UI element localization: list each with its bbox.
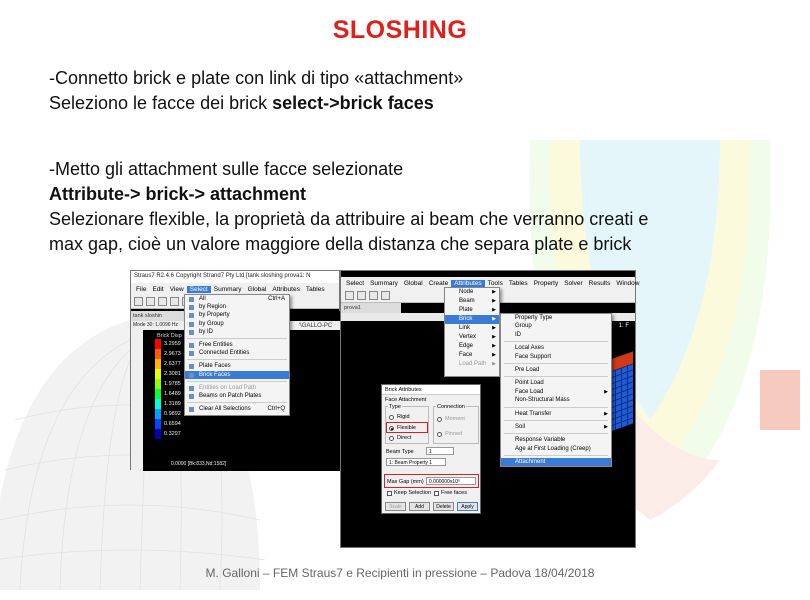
- attributes-menu: [444, 287, 500, 377]
- beam-type-input[interactable]: 1: [426, 447, 454, 455]
- submenu-arrow-icon: ▶: [492, 343, 496, 349]
- flexible-highlight: [386, 422, 428, 433]
- print-icon[interactable]: [170, 297, 179, 306]
- brick-menu-item[interactable]: [501, 344, 611, 352]
- menu-tables[interactable]: Tables: [305, 285, 325, 293]
- attributes-menu-item[interactable]: [445, 288, 499, 297]
- rigid-label: Rigid: [397, 414, 410, 420]
- brick-menu-item[interactable]: [501, 379, 611, 387]
- menu-item-icon: [189, 407, 194, 412]
- menu-item-label: Plate: [459, 307, 473, 313]
- menu-separator: [187, 338, 287, 339]
- toolbar-button-icon[interactable]: [357, 291, 366, 300]
- menu-item-icon: [189, 351, 194, 356]
- select-menu: [184, 294, 290, 416]
- select-menu-item[interactable]: [185, 349, 289, 357]
- menu-item-label: Attachment: [515, 459, 546, 466]
- legend-swatch: [155, 399, 161, 409]
- attributes-menu-item[interactable]: [445, 342, 499, 351]
- menu-item-label: Node: [459, 289, 474, 295]
- submenu-arrow-icon: ▶: [492, 334, 496, 340]
- brick-menu-item[interactable]: [501, 388, 611, 396]
- view-label: 1: F: [618, 323, 629, 329]
- brick-menu-item[interactable]: [501, 314, 611, 322]
- menu-global[interactable]: Global: [403, 279, 423, 287]
- menu-item-label: Soil: [515, 423, 526, 430]
- legend-value: 0.6594: [164, 421, 181, 427]
- select-menu-item[interactable]: [185, 341, 289, 349]
- legend-swatch: [155, 349, 161, 359]
- toolbar-button-icon[interactable]: [345, 291, 354, 300]
- menu-item-label: Beam: [459, 298, 475, 304]
- menu-separator: [504, 433, 608, 434]
- toolbar-button-icon[interactable]: [381, 291, 390, 300]
- submenu-arrow-icon: ▶: [492, 325, 496, 331]
- delete-button[interactable]: Delete: [433, 502, 454, 511]
- menu-item-label: by ID: [199, 328, 214, 335]
- intro-text: [49, 66, 463, 116]
- select-menu-item[interactable]: [185, 362, 289, 370]
- max-gap-highlight: [384, 474, 479, 488]
- select-menu-item[interactable]: [185, 371, 289, 379]
- menu-global[interactable]: Global: [247, 285, 267, 293]
- menu-item-shortcut: Ctrl+A: [268, 296, 285, 302]
- menu-item-icon: [189, 343, 194, 348]
- select-menu-item[interactable]: [185, 384, 289, 392]
- brick-menu-item[interactable]: [501, 366, 611, 374]
- brick-menu-item[interactable]: [501, 322, 611, 330]
- menu-attributes[interactable]: Attributes: [451, 280, 484, 287]
- submenu-arrow-icon: ▶: [492, 298, 496, 304]
- brick-menu-item[interactable]: [501, 445, 611, 453]
- legend-swatch: [155, 429, 161, 439]
- submenu-arrow-icon: ▶: [492, 361, 496, 367]
- pinned-radio[interactable]: [437, 432, 442, 437]
- legend-value: 2.9673: [164, 351, 181, 357]
- menu-item-icon: [189, 322, 194, 327]
- select-menu-item[interactable]: [185, 303, 289, 311]
- select-menu-item[interactable]: [185, 328, 289, 336]
- text-line-1: -Connetto brick e plate con link di tipo «attachment»: [49, 68, 464, 88]
- legend-value: 2.3081: [164, 371, 181, 377]
- menu-item-icon: [189, 394, 194, 399]
- menu-summary[interactable]: Summary: [370, 279, 398, 287]
- menu-item-label: Response Variable: [515, 437, 566, 444]
- menu-create[interactable]: Create: [428, 279, 449, 287]
- submenu-arrow-icon: ▶: [492, 289, 496, 295]
- max-gap-input[interactable]: 0.000000x10⁰: [426, 477, 476, 485]
- menu-item-icon: [189, 297, 194, 302]
- attributes-menu-item[interactable]: [445, 306, 499, 315]
- menu-separator: [187, 402, 287, 403]
- direct-radio[interactable]: [389, 436, 394, 441]
- footer: M. Galloni – FEM Straus7 e Recipienti in pressione – Padova 18/04/2018: [205, 566, 595, 580]
- menu-item-label: Vertex: [459, 334, 477, 340]
- type-label: Type: [389, 404, 401, 410]
- legend-swatch: [155, 419, 161, 429]
- menu-item-icon: [189, 330, 194, 335]
- menu-item-label: Plate Faces: [199, 363, 231, 370]
- menu-item-label: Brick: [459, 316, 473, 322]
- legend-value: 3.2959: [164, 341, 181, 347]
- section-label: Face Attachment: [385, 397, 427, 403]
- menu-window[interactable]: Window: [616, 279, 640, 287]
- connection-group: [433, 406, 479, 444]
- legend-swatch: [155, 359, 161, 369]
- menu-tools[interactable]: Tools: [487, 279, 503, 287]
- menu-separator: [187, 381, 287, 382]
- legend-swatch: [155, 369, 161, 379]
- beam-property-select[interactable]: 1: Beam Property 1: [386, 458, 446, 466]
- legend-row: [155, 429, 205, 439]
- menu-item-label: Age at First Loading (Creep): [515, 445, 591, 452]
- menu-item-label: by Group: [199, 320, 224, 327]
- legend-value: 1.6489: [164, 391, 181, 397]
- menu-item-label: Clear All Selections: [199, 406, 251, 413]
- scale-button[interactable]: Scale: [385, 502, 406, 511]
- submenu-arrow-icon: ▶: [604, 410, 608, 417]
- menu-item-icon: [189, 386, 194, 391]
- attributes-menu-item[interactable]: [445, 351, 499, 360]
- legend-row: [155, 419, 205, 429]
- select-menu-item[interactable]: [185, 320, 289, 328]
- new-file-icon[interactable]: [134, 297, 143, 306]
- menu-tables[interactable]: Tables: [508, 279, 528, 287]
- menu-item-label: Group: [515, 323, 532, 330]
- legend-swatch: [155, 409, 161, 419]
- text-line-5: Selezionare flexible, la proprietà da attribuire ai beam che verranno creati e: [49, 209, 649, 229]
- menu-select[interactable]: Select: [346, 279, 365, 287]
- brick-menu-item[interactable]: [501, 423, 611, 431]
- menu-item-label: Connected Entities: [199, 350, 250, 357]
- menu-item-icon: [189, 373, 194, 378]
- legend-value: 1.9785: [164, 381, 181, 387]
- brick-menu-item[interactable]: [501, 353, 611, 361]
- legend-value: 1.3189: [164, 401, 181, 407]
- menu-item-label: Brick Faces: [199, 371, 231, 378]
- brick-attributes-dialog: [381, 384, 481, 514]
- window-title: Straus7 R2.4.6 Copyright Strand7 Pty Ltd [tank sloshing prova1: N: [131, 271, 339, 283]
- keep-selection-label: Keep Selection: [394, 490, 431, 496]
- menu-item-label: Face Load: [515, 388, 544, 395]
- attributes-menu-item[interactable]: [445, 333, 499, 342]
- menu-item-label: Link: [459, 325, 471, 331]
- submenu-arrow-icon: ▶: [492, 316, 496, 322]
- menu-separator: [504, 376, 608, 377]
- brick-menu-item[interactable]: [501, 331, 611, 339]
- select-menu-item[interactable]: [185, 405, 289, 413]
- menu-item-label: Pre Load: [515, 366, 540, 373]
- menu-item-label: Free Entities: [199, 341, 233, 348]
- menu-attributes[interactable]: Attributes: [272, 285, 300, 293]
- brick-menu-item[interactable]: [501, 396, 611, 404]
- menu-item-label: Load Path: [459, 361, 487, 367]
- brick-menu-item[interactable]: [501, 410, 611, 418]
- moment-label: Moment: [445, 416, 465, 422]
- menu-select[interactable]: Select: [187, 286, 211, 293]
- dialog-title: Brick Attributes: [382, 385, 480, 395]
- brick-menu-item[interactable]: [501, 436, 611, 444]
- menu-item-label: Entities on Load Path: [199, 384, 257, 391]
- left-tool-strip: [131, 330, 143, 471]
- model-tab[interactable]: prova1: [341, 303, 401, 313]
- legend-title: Brick Disp: [157, 333, 182, 339]
- menu-item-label: Face: [459, 352, 473, 358]
- legend-footer: 0.0000 [Bk:833,Nd:1582]: [171, 461, 227, 467]
- menu-summary[interactable]: Summary: [213, 285, 242, 293]
- menu-item-label: Point Load: [515, 380, 544, 387]
- mode-readout: Mode 30: 1.0096 Hz: [131, 321, 341, 330]
- menu-edit[interactable]: Edit: [152, 285, 164, 293]
- menu-separator: [504, 420, 608, 421]
- menu-item-label: Face Support: [515, 353, 552, 360]
- menu-solver[interactable]: Solver: [564, 279, 583, 287]
- menu-file[interactable]: File: [136, 285, 147, 293]
- menu-item-label: Property Type: [515, 315, 553, 321]
- legend-swatch: [155, 339, 161, 349]
- direct-label: Direct: [397, 435, 412, 441]
- brick-submenu: [500, 313, 612, 467]
- add-button[interactable]: Add: [409, 502, 430, 511]
- menu-item-label: Edge: [459, 343, 474, 349]
- legend-value: 2.6377: [164, 361, 181, 367]
- legend-value: 0.3297: [164, 431, 181, 437]
- menu-separator: [504, 363, 608, 364]
- submenu-arrow-icon: ▶: [604, 388, 608, 395]
- attributes-menu-item[interactable]: [445, 315, 499, 324]
- submenu-arrow-icon: ▶: [604, 423, 608, 430]
- pinned-label: Pinned: [445, 431, 463, 437]
- attributes-menu-item[interactable]: [445, 297, 499, 306]
- flexible-label: Flexible: [397, 425, 416, 431]
- moment-radio[interactable]: [437, 417, 442, 422]
- menu-view[interactable]: View: [169, 285, 184, 293]
- menu-item-label: by Region: [199, 304, 227, 311]
- keep-selection-checkbox[interactable]: [387, 491, 392, 496]
- beam-type-label: Beam Type: [386, 449, 414, 455]
- menu-item-label: Non-Structural Mass: [515, 397, 570, 404]
- menu-item-label: Heat Transfer: [515, 410, 552, 417]
- menu-results[interactable]: Results: [588, 279, 611, 287]
- legend-swatch: [155, 379, 161, 389]
- select-menu-item[interactable]: [185, 311, 289, 319]
- menu-item-icon: [189, 313, 194, 318]
- menu-item-label: Beams on Patch Plates: [199, 392, 262, 399]
- text-line-2: Seleziono le facce dei brick select->brick faces: [49, 93, 434, 113]
- text-line-3: -Metto gli attachment sulle facce selezionate: [49, 159, 404, 179]
- menu-property[interactable]: Property: [533, 279, 559, 287]
- select-menu-item[interactable]: [185, 295, 289, 303]
- path-text: '\GALLO-PC: [296, 322, 335, 330]
- legend-swatch: [155, 389, 161, 399]
- toolbar-button-icon[interactable]: [369, 291, 378, 300]
- free-faces-checkbox[interactable]: [434, 491, 439, 496]
- brick-menu-item[interactable]: [501, 458, 611, 466]
- select-menu-item[interactable]: [185, 392, 289, 400]
- menu-item-icon: [189, 305, 194, 310]
- menu-item-label: by Property: [199, 312, 230, 319]
- menu-item-label: ID: [515, 331, 521, 338]
- submenu-arrow-icon: ▶: [492, 352, 496, 358]
- menu-separator: [187, 359, 287, 360]
- text-line-6: max gap, cioè un valore maggiore della distanza che separa plate e brick: [49, 234, 632, 254]
- connection-label: Connection: [437, 404, 465, 410]
- max-gap-label: Max Gap (mm): [387, 479, 424, 485]
- menu-separator: [504, 407, 608, 408]
- menu-item-icon: [189, 364, 194, 369]
- legend-value: 0.9892: [164, 411, 181, 417]
- instruction-text: [49, 157, 648, 257]
- attributes-menu-item[interactable]: [445, 324, 499, 333]
- rigid-radio[interactable]: [389, 415, 394, 420]
- slide-title: SLOSHING: [332, 16, 468, 44]
- text-line-4: Attribute-> brick-> attachment: [49, 184, 307, 204]
- free-faces-label: Free faces: [441, 490, 467, 496]
- open-file-icon[interactable]: [146, 297, 155, 306]
- model-tab[interactable]: tank sloshin: [131, 311, 186, 321]
- menu-item-label: All: [199, 296, 206, 302]
- menu-separator: [504, 341, 608, 342]
- apply-button[interactable]: Apply: [457, 502, 478, 511]
- attributes-menu-item[interactable]: [445, 360, 499, 369]
- save-icon[interactable]: [158, 297, 167, 306]
- menu-item-shortcut: Ctrl+Q: [267, 406, 285, 413]
- menu-item-label: Local Axes: [515, 345, 545, 352]
- submenu-arrow-icon: ▶: [492, 307, 496, 313]
- menu-separator: [504, 455, 608, 456]
